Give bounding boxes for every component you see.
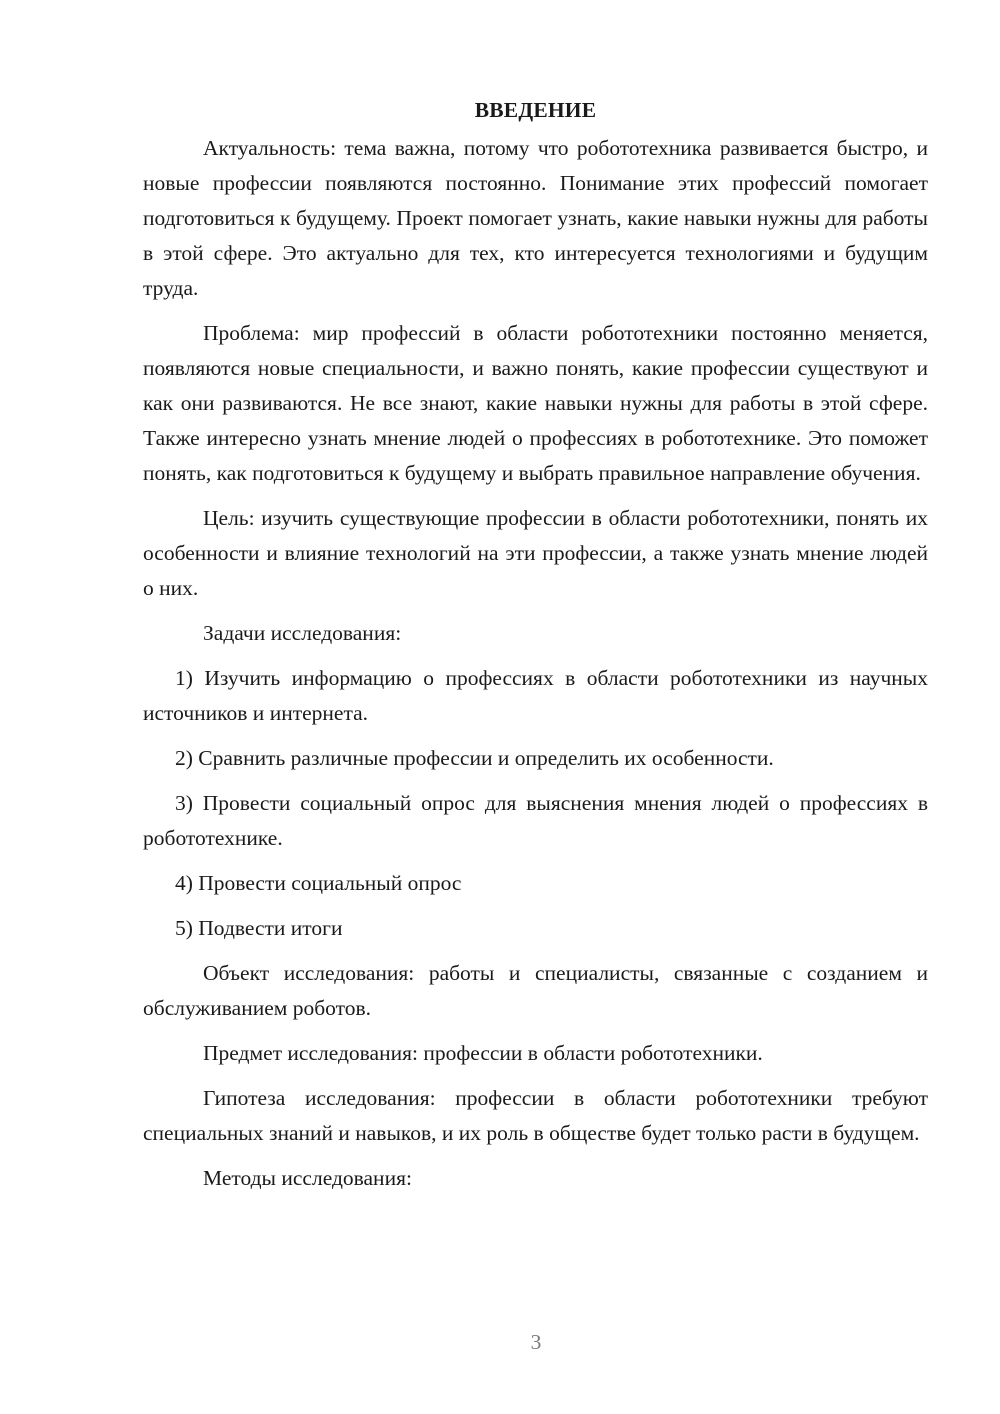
tasks-heading: Задачи исследования: [203, 621, 402, 645]
relevance-paragraph: Актуальность: тема важна, потому что робототехника развивается быстро, и новые профессии появляются постоянно. Понимание этих профессий помогает подготовиться к будущему. Проект помогает узнать, какие навыки нужны для работы в этой сфере. Это актуально для тех, кто интересуется технологиями и будущим труда. [143, 136, 928, 300]
page-title: ВВЕДЕНИЕ [474, 98, 597, 122]
goal-paragraph: Цель: изучить существующие профессии в области робототехники, понять их особенности и влияние технологий на эти профессии, а также узнать мнение людей о них. [143, 506, 928, 600]
page-number: 3 [530, 1330, 542, 1354]
problem-paragraph: Проблема: мир профессий в области робототехники постоянно меняется, появляются новые специальности, и важно понять, какие профессии существуют и как они развиваются. Не все знают, какие навыки нужны для работы в этой сфере. Также интересно узнать мнение людей о профессиях в робототехнике. Это поможет понять, как подготовиться к будущему и выбрать правильное направление обучения. [143, 321, 928, 485]
task-item-5: 5) Подвести итоги [175, 916, 343, 940]
subject-paragraph: Предмет исследования: профессии в области робототехники. [203, 1041, 763, 1065]
hypothesis-paragraph: Гипотеза исследования: профессии в области робототехники требуют специальных знаний и навыков, и их роль в обществе будет только расти в будущем. [143, 1086, 928, 1145]
task-item-3: 3) Провести социальный опрос для выяснения мнения людей о профессиях в робототехнике. [143, 791, 928, 850]
task-item-4: 4) Провести социальный опрос [175, 871, 462, 895]
task-item-2: 2) Сравнить различные профессии и определить их особенности. [175, 746, 774, 770]
document-page [143, 92, 928, 1206]
object-paragraph: Объект исследования: работы и специалисты, связанные с созданием и обслуживанием роботов. [143, 961, 928, 1020]
task-item-1: 1) Изучить информацию о профессиях в области робототехники из научных источников и интернета. [143, 666, 928, 725]
methods-heading: Методы исследования: [203, 1166, 412, 1190]
